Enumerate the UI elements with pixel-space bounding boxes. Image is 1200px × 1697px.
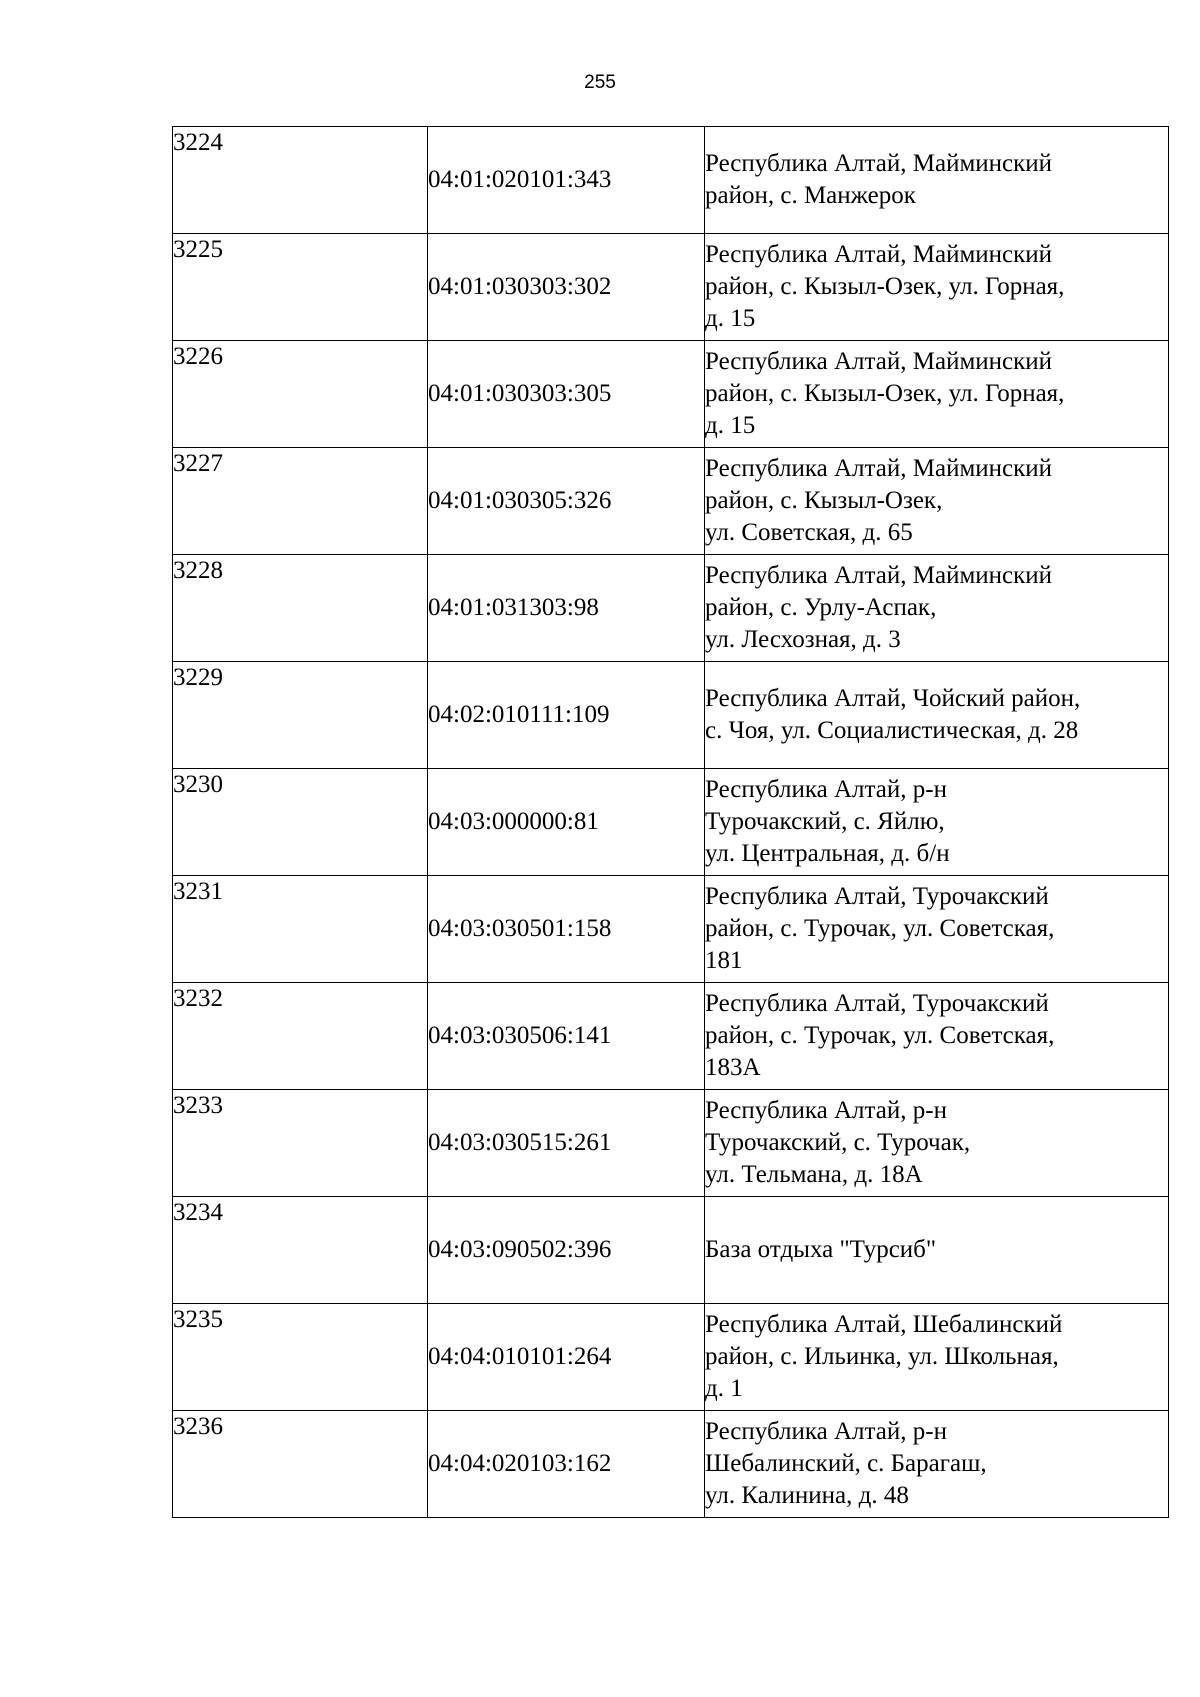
address-cell xyxy=(705,1197,1169,1304)
table-row xyxy=(173,1411,1169,1518)
address-line: ул. Советская, д. 65 xyxy=(705,519,913,546)
row-number-cell: 3224 xyxy=(173,127,428,234)
address-line: Республика Алтай, Турочакский xyxy=(705,990,1049,1017)
row-number-cell: 3236 xyxy=(173,1411,428,1518)
address-line: д. 15 xyxy=(705,305,756,332)
address-line: Республика Алтай, Майминский xyxy=(705,455,1053,482)
address-cell xyxy=(705,127,1169,234)
address-line: Республика Алтай, Майминский xyxy=(705,562,1053,589)
address-line: 181 xyxy=(705,947,743,974)
address-line: д. 1 xyxy=(705,1375,743,1402)
address-line: База отдыха "Турсиб" xyxy=(705,1236,937,1263)
address-cell xyxy=(705,1304,1169,1411)
registry-table-body xyxy=(173,127,1169,1518)
row-number-cell: 3232 xyxy=(173,983,428,1090)
address-line: район, с. Кызыл-Озек, ул. Горная, xyxy=(705,380,1065,407)
address-line: район, с. Урлу-Аспак, xyxy=(705,594,937,621)
row-number-cell: 3227 xyxy=(173,448,428,555)
table-row xyxy=(173,234,1169,341)
page-number: 255 xyxy=(584,72,616,93)
address-line: Республика Алтай, р-н xyxy=(705,1418,947,1445)
cadastral-number-cell: 04:03:030506:141 xyxy=(428,983,705,1090)
table-row xyxy=(173,662,1169,769)
table-row xyxy=(173,448,1169,555)
address-cell xyxy=(705,662,1169,769)
address-cell xyxy=(705,234,1169,341)
address-cell xyxy=(705,555,1169,662)
address-line: Шебалинский, с. Барагаш, xyxy=(705,1450,987,1477)
address-line: с. Чоя, ул. Социалистическая, д. 28 xyxy=(705,717,1079,744)
row-number-cell: 3231 xyxy=(173,876,428,983)
row-number-cell: 3230 xyxy=(173,769,428,876)
row-number-cell: 3226 xyxy=(173,341,428,448)
cadastral-number-cell: 04:04:020103:162 xyxy=(428,1411,705,1518)
address-cell xyxy=(705,341,1169,448)
cadastral-number-cell: 04:03:000000:81 xyxy=(428,769,705,876)
address-cell xyxy=(705,448,1169,555)
registry-table xyxy=(172,126,1169,1518)
address-line: Республика Алтай, Чойский район, xyxy=(705,685,1081,712)
cadastral-number-cell: 04:01:020101:343 xyxy=(428,127,705,234)
cadastral-number-cell: 04:03:030501:158 xyxy=(428,876,705,983)
address-line: Турочакский, с. Яйлю, xyxy=(705,808,945,835)
row-number-cell: 3229 xyxy=(173,662,428,769)
table-row xyxy=(173,1090,1169,1197)
table-row xyxy=(173,1304,1169,1411)
address-line: 183А xyxy=(705,1054,761,1081)
table-row xyxy=(173,341,1169,448)
address-line: Республика Алтай, Майминский xyxy=(705,241,1053,268)
address-cell xyxy=(705,1090,1169,1197)
address-line: район, с. Манжерок xyxy=(705,182,916,209)
cadastral-number-cell: 04:03:090502:396 xyxy=(428,1197,705,1304)
row-number-cell: 3228 xyxy=(173,555,428,662)
cadastral-number-cell: 04:02:010111:109 xyxy=(428,662,705,769)
address-line: район, с. Кызыл-Озек, xyxy=(705,487,943,514)
address-cell xyxy=(705,876,1169,983)
table-row xyxy=(173,127,1169,234)
address-line: Республика Алтай, Шебалинский xyxy=(705,1311,1063,1338)
address-line: район, с. Ильинка, ул. Школьная, xyxy=(705,1343,1059,1370)
row-number-cell: 3234 xyxy=(173,1197,428,1304)
cadastral-number-cell: 04:01:030303:305 xyxy=(428,341,705,448)
table-row xyxy=(173,876,1169,983)
address-line: д. 15 xyxy=(705,412,756,439)
cadastral-number-cell: 04:01:030303:302 xyxy=(428,234,705,341)
address-line: Турочакский, с. Турочак, xyxy=(705,1129,971,1156)
address-line: Республика Алтай, Турочакский xyxy=(705,883,1049,910)
address-line: ул. Центральная, д. б/н xyxy=(705,840,950,867)
row-number-cell: 3225 xyxy=(173,234,428,341)
address-line: Республика Алтай, р-н xyxy=(705,776,947,803)
address-cell xyxy=(705,983,1169,1090)
address-line: район, с. Турочак, ул. Советская, xyxy=(705,1022,1055,1049)
cadastral-number-cell: 04:01:030305:326 xyxy=(428,448,705,555)
table-row xyxy=(173,983,1169,1090)
address-line: Республика Алтай, р-н xyxy=(705,1097,947,1124)
table-row xyxy=(173,769,1169,876)
row-number-cell: 3233 xyxy=(173,1090,428,1197)
cadastral-number-cell: 04:03:030515:261 xyxy=(428,1090,705,1197)
table-row xyxy=(173,555,1169,662)
cadastral-number-cell: 04:04:010101:264 xyxy=(428,1304,705,1411)
cadastral-number-cell: 04:01:031303:98 xyxy=(428,555,705,662)
address-line: Республика Алтай, Майминский xyxy=(705,150,1053,177)
address-line: ул. Тельмана, д. 18А xyxy=(705,1161,923,1188)
row-number-cell: 3235 xyxy=(173,1304,428,1411)
address-line: ул. Калинина, д. 48 xyxy=(705,1482,909,1509)
table-row xyxy=(173,1197,1169,1304)
address-line: район, с. Турочак, ул. Советская, xyxy=(705,915,1055,942)
address-cell xyxy=(705,1411,1169,1518)
address-line: район, с. Кызыл-Озек, ул. Горная, xyxy=(705,273,1065,300)
address-cell xyxy=(705,769,1169,876)
address-line: Республика Алтай, Майминский xyxy=(705,348,1053,375)
address-line: ул. Лесхозная, д. 3 xyxy=(705,626,901,653)
